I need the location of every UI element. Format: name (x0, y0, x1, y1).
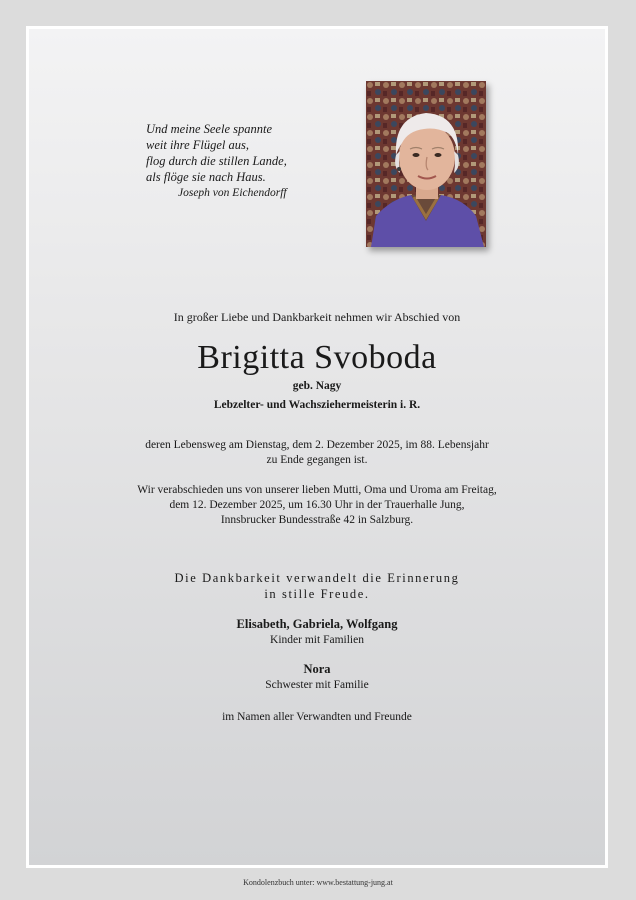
obituary-card (26, 26, 608, 868)
portrait-photo (366, 81, 486, 247)
mourner-relation: Schwester mit Familie (265, 679, 369, 691)
motto-line: in stille Freude. (264, 587, 370, 601)
farewell-intro: In großer Liebe und Dankbarkeit nehmen wir Abschied von (173, 310, 461, 324)
quote-line: Und meine Seele spannte (146, 122, 273, 136)
obituary-panel (29, 29, 605, 865)
deceased-name: Brigitta Svoboda (197, 339, 437, 376)
condolence-link[interactable]: Kondolenzbuch unter: www.bestattung-jung.at (243, 878, 393, 887)
motto-line: Die Dankbarkeit verwandelt die Erinnerung (174, 571, 460, 585)
mourner-relation: Kinder mit Familien (270, 634, 364, 646)
death-notice-line: zu Ende gegangen ist. (266, 454, 368, 466)
quote-line: weit ihre Flügel aus, (146, 138, 249, 152)
quote-line: als flöge sie nach Haus. (146, 170, 266, 184)
death-notice-line: deren Lebensweg am Dienstag, dem 2. Dezember 2025, im 88. Lebensjahr (145, 439, 489, 451)
poem-quote (146, 121, 346, 201)
funeral-details-line: dem 12. Dezember 2025, um 16.30 Uhr in der Trauerhalle Jung, (169, 499, 465, 511)
mourner-names: Nora (303, 662, 331, 676)
quote-line: flog durch die stillen Lande, (146, 154, 287, 168)
portrait-image (366, 81, 486, 247)
closing-line: im Namen aller Verwandten und Freunde (222, 711, 412, 723)
birth-name: geb. Nagy (292, 380, 342, 392)
funeral-details-line: Wir verabschieden uns von unserer lieben Mutti, Oma und Uroma am Freitag, (137, 484, 497, 496)
funeral-details-line: Innsbrucker Bundesstraße 42 in Salzburg. (220, 514, 414, 526)
mourner-names: Elisabeth, Gabriela, Wolfgang (236, 617, 398, 631)
funeral-details (29, 483, 605, 528)
profession: Lebzelter- und Wachsziehermeisterin i. R. (213, 399, 421, 411)
motto (29, 570, 605, 602)
quote-author: Joseph von Eichendorff (178, 187, 287, 199)
death-notice (29, 438, 605, 468)
